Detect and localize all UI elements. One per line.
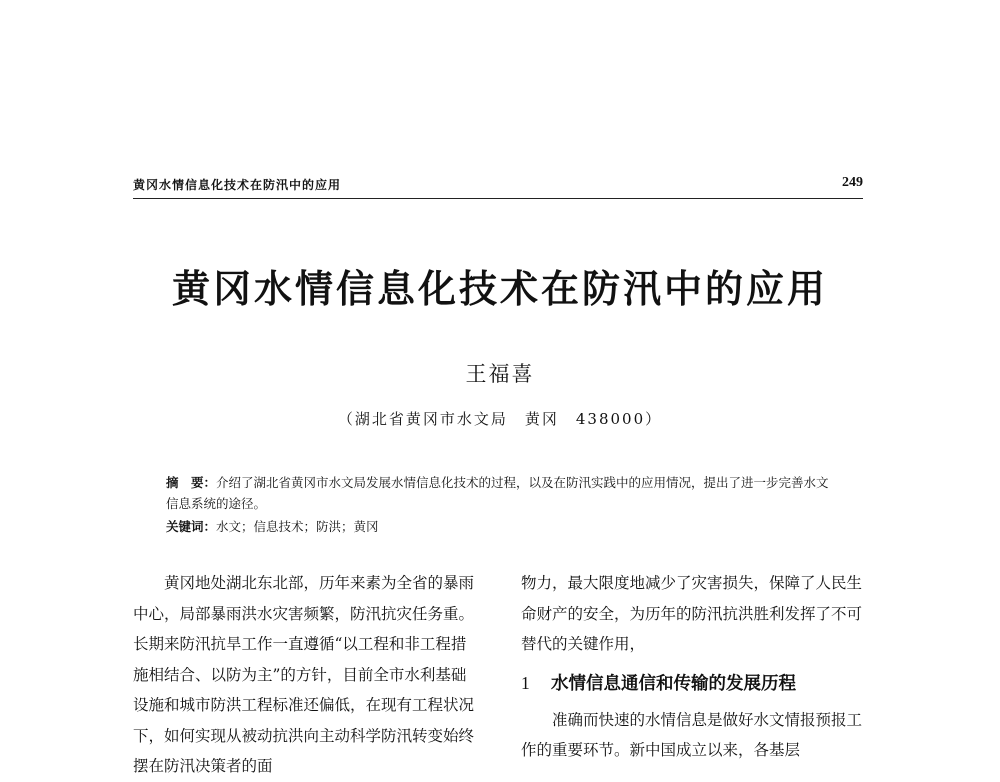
abstract-label: 摘 要： [166, 475, 217, 490]
keywords-label: 关键词： [166, 519, 217, 534]
section-title: 水情信息通信和传输的发展历程 [551, 673, 796, 694]
abstract-text: 介绍了湖北省黄冈市水文局发展水情信息化技术的过程，以及在防汛实践中的应用情况，提出了进一步完善水文信息系统的途径。 [166, 475, 829, 511]
body-column-right [521, 568, 865, 766]
keywords-paragraph [166, 516, 838, 537]
author-name: 王福喜 [465, 362, 535, 386]
header-rule [133, 198, 863, 199]
body-paragraph-left: 黄冈地处湖北东北部，历年来素为全省的暴雨中心，局部暴雨洪水灾害频繁，防汛抗灾任务重。长期来防汛抗旱工作一直遵循“以工程和非工程措施相结合、以防为主”的方针，目前全市水利基础设施和城市防洪工程标准还偏低，在现有工程状况下，如何实现从被动抗洪向主动科学防汛转变始终摆在防汛决策者的面 [133, 574, 475, 775]
abstract-paragraph [166, 472, 838, 514]
page-number: 249 [842, 175, 863, 190]
body-paragraph-right: 物力，最大限度地减少了灾害损失，保障了人民生命财产的安全，为历年的防汛抗洪胜利发挥了不可替代的关键作用， [521, 574, 863, 653]
abstract-block [166, 472, 838, 537]
body-column-left [133, 568, 477, 782]
keywords-text: 水文；信息技术；防洪；黄冈 [216, 519, 379, 534]
running-header [133, 173, 863, 199]
article-title: 黄冈水情信息化技术在防汛中的应用 [171, 267, 828, 311]
section-heading [521, 666, 865, 701]
author-affiliation: （湖北省黄冈市水文局 黄冈 438000） [337, 410, 663, 428]
section-number: 1 [521, 672, 530, 693]
section-paragraph: 准确而快速的水情信息是做好水文情报预报工作的重要环节。新中国成立以来，各基层 [521, 710, 863, 759]
running-title: 黄冈水情信息化技术在防汛中的应用 [133, 178, 342, 192]
